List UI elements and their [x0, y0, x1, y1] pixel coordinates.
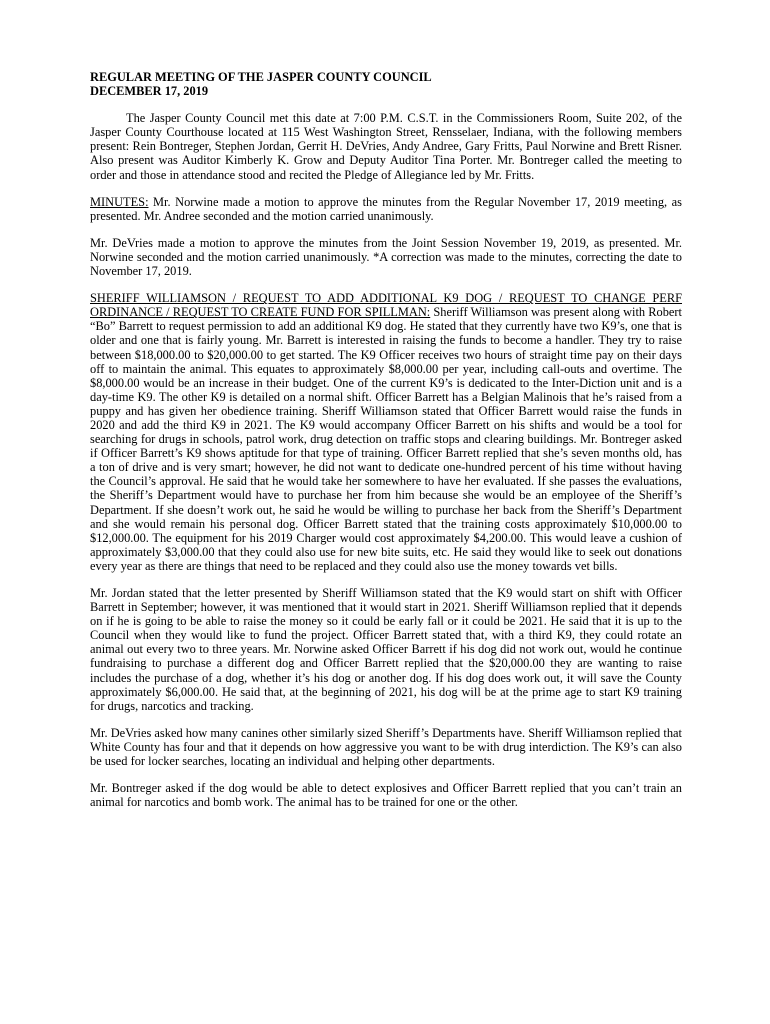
minutes-label: MINUTES:	[90, 194, 149, 209]
bontreger-paragraph: Mr. Bontreger asked if the dog would be able to detect explosives and Officer Barrett replied that you can’t train an animal for narcotics and bomb work. The animal has to be trained for one or the other.	[90, 781, 682, 810]
minutes-text: Mr. Norwine made a motion to approve the minutes from the Regular November 17, 2019 meeting, as presented. Mr. Andree seconded and the motion carried unanimously.	[90, 194, 682, 223]
jordan-paragraph: Mr. Jordan stated that the letter presented by Sheriff Williamson stated that the K9 would start on shift with Officer Barrett in September; however, it was mentioned that it would start in 2021. Sheriff Williamson replied that it depends on if he is going to be able to raise the money so it could be early fall or it could be 2021. He said that it is up to the Council when they would like to fund the project. Officer Barrett stated that, with a third K9, they could rotate an animal out every two to three years. Mr. Norwine asked Officer Barrett if his dog did not work out, would he continue fundraising to purchase a different dog and Officer Barrett replied that the $20,000.00 they are wanting to raise includes the purchase of a dog, whether it’s his dog or another dog. If his dog does work out, it will save the County approximately $6,000.00. He said that, at the beginning of 2021, his dog will be at the prime age to start K9 training for drugs, narcotics and tracking.	[90, 586, 682, 713]
devries-paragraph: Mr. DeVries asked how many canines other similarly sized Sheriff’s Departments have. Sheriff Williamson replied that White County has four and that it depends on how aggressive you want to be with drug interdiction. The K9’s can also be used for locker searches, locating an individual and helping other departments.	[90, 725, 682, 769]
intro-paragraph: The Jasper County Council met this date at 7:00 P.M. C.S.T. in the Commissioners Room, Suite 202, of the Jasper County Courthouse located at 115 West Washington Street, Rensselaer, Indiana, with the following members present: Rein Bontreger, Stephen Jordan, Gerrit H. DeVries, Andy Andree, Gary Fritts, Paul Norwine and Brett Risner. Also present was Auditor Kimberly K. Grow and Deputy Auditor Tina Porter. Mr. Bontreger called the meeting to order and those in attendance stood and recited the Pledge of Allegiance led by Mr. Fritts.	[90, 111, 682, 182]
sheriff-paragraph	[90, 291, 682, 573]
meeting-title: REGULAR MEETING OF THE JASPER COUNTY COUNCIL	[90, 70, 432, 84]
minutes-paragraph	[90, 195, 682, 223]
sheriff-text: Sheriff Williamson was present along with Robert “Bo” Barrett to request permission to add an additional K9 dog. He stated that they currently have two K9’s, one that is older and one that is fairly young. Mr. Barrett is interested in raising the funds to become a handler. They try to raise between $18,000.00 to $20,000.00 to get started. The K9 Officer receives two hours of straight time pay on their days off to maintain the animal. This equates to approximately $8,000.00 per year, including call-outs and overtime. The $8,000.00 would be an increase in their budget. One of the current K9’s is dedicated to the Inter-Diction unit and is a day-time K9. The other K9 is detailed on a normal shift. Officer Barrett has a Belgian Malinois that he’s raised from a puppy and has given her obedience training. Sheriff Williamson stated that Officer Barrett would raise the funds in 2020 and add the third K9 in 2021. The K9 would accompany Officer Barrett on his shifts and would be a tool for searching for drugs in schools, patrol work, drug detection on traffic stops and clearing buildings. Mr. Bontreger asked if Officer Barrett’s K9 shows aptitude for that type of training. Officer Barrett replied that she’s seven months old, has a ton of drive and is very smart; however, he did not want to dedicate one-hundred percent of his time without having the Council’s approval. He said that he would take her somewhere to have her evaluated. If she passes the evaluations, the Sheriff’s Department would have to purchase her from him because she would be an employee of the Sheriff’s Department. If she doesn’t work out, he said he would be willing to purchase her back from the Sheriff’s Department and she would remain his personal dog. Officer Barrett stated that the training costs approximately $10,000.00 to $12,000.00. The equipment for his 2019 Charger would cost approximately $4,200.00. This would leave a cushion of approximately $3,000.00 that they could also use for new bite suits, etc. He said they would like to seek out donations every year as there are things that need to be replaced and they could also use the money towards vet bills.	[90, 305, 683, 573]
meeting-date: DECEMBER 17, 2019	[90, 84, 209, 99]
sheriff-label: SHERIFF WILLIAMSON / REQUEST TO ADD ADDITIONAL K9 DOG / REQUEST TO CHANGE PERF ORDINANCE / REQUEST TO CREATE FUND FOR SPILLMAN:	[90, 291, 682, 320]
document-page	[90, 70, 682, 809]
minutes-correction-paragraph: Mr. DeVries made a motion to approve the minutes from the Joint Session November 19, 2019, as presented. Mr. Norwine seconded and the motion carried unanimously. *A correction was made to the minutes, correcting the date to November 17, 2019.	[90, 235, 682, 279]
